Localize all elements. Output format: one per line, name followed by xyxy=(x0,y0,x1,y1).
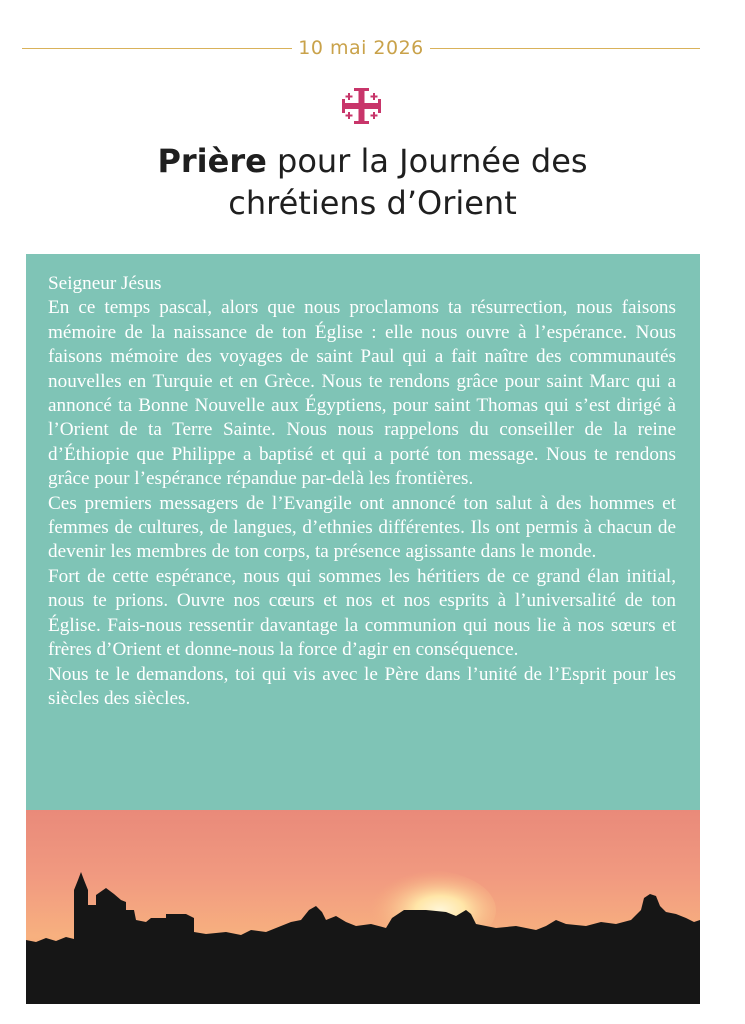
date-header xyxy=(22,36,700,60)
prayer-paragraph: Ces premiers messagers de l’Evangile ont annoncé ton salut à des hommes et femmes de cultures, de langues, d’ethnies différentes. Ils ont permis à chacun de devenir les membres de ton corps, ta présence agissante dans le monde. xyxy=(48,492,676,563)
date-rule-left xyxy=(22,48,292,49)
prayer-paragraph: En ce temps pascal, alors que nous proclamons ta résurrection, nous faisons mémoire de la naissance de ton Église : elle nous ouvre à l’espérance. Nous faisons mémoire des voyages de saint Paul qui a fait naître des communautés nouvelles en Turquie et en Grèce. Nous te rendons grâce pour saint Marc qui a annoncé ta Bonne Nouvelle aux Égyptiens, pour saint Thomas qui s’est dirigé à l’Orient de ta Terre Sainte. Nous nous rappelons du conseiller de la reine d’Éthiopie que Philippe a baptisé et qui a porté ton message. Nous te rendons grâce pour l’espérance répandue par-delà les frontières. xyxy=(48,297,676,490)
title-bold: Prière xyxy=(157,142,267,180)
title-line-2: chrétiens d’Orient xyxy=(228,184,517,222)
title-line-1 xyxy=(0,140,745,182)
date-text: 10 mai 2026 xyxy=(298,37,424,59)
jerusalem-cross-icon xyxy=(340,86,383,126)
prayer-paragraph: Fort de cette espérance, nous qui sommes les héritiers de ce grand élan initial, nous te prions. Ouvre nos cœurs et nos et nos esprits à l’universalité de ton Église. Fais-nous ressentir davantage la communion qui nous lie à nos sœurs et frères d’Orient et donne-nous la force d’agir en conséquence. xyxy=(48,565,676,661)
date-rule-right xyxy=(430,48,700,49)
title-line-1-rest: pour la Journée des xyxy=(266,142,588,180)
page-title xyxy=(0,140,745,224)
sunset-skyline-photo xyxy=(26,810,700,1004)
prayer-text xyxy=(48,272,676,711)
prayer-paragraph: Seigneur Jésus xyxy=(48,273,162,294)
prayer-paragraph: Nous te le demandons, toi qui vis avec le Père dans l’unité de l’Esprit pour les siècles des siècles. xyxy=(48,663,676,709)
prayer-box xyxy=(26,254,700,810)
